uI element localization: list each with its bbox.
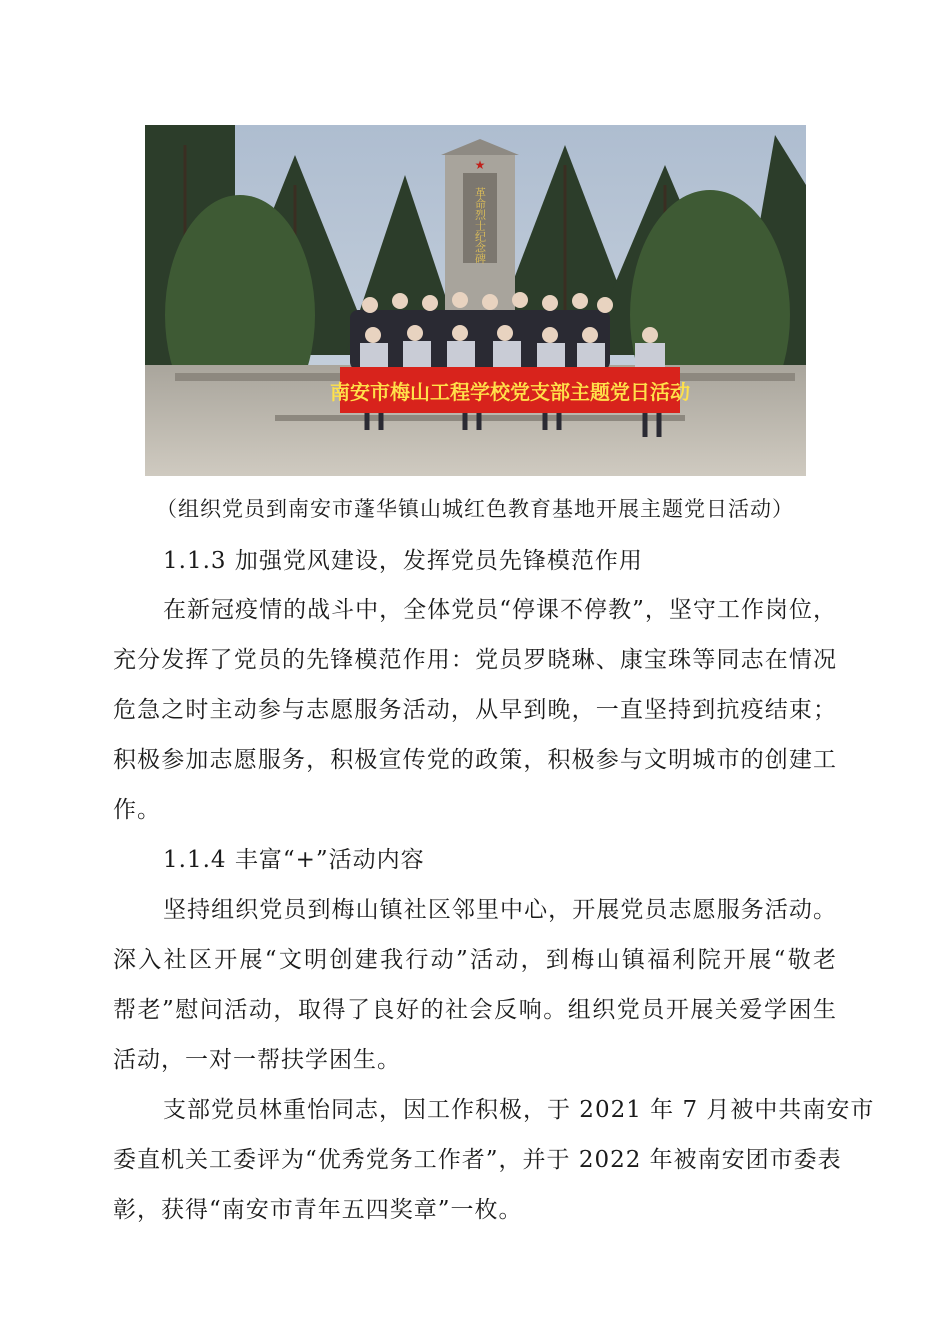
paragraph-line: 活动，一对一帮扶学困生。 [113, 1047, 401, 1073]
paragraph-line: 积极参加志愿服务，积极宣传党的政策，积极参与文明城市的创建工 [113, 747, 837, 773]
paragraph-line: 帮老”慰问活动，取得了良好的社会反响。组织党员开展关爱学困生 [113, 997, 837, 1023]
paragraph-line: 彰，获得“南安市青年五四奖章”一枚。 [113, 1197, 523, 1223]
paragraph-line: 深入社区开展“文明创建我行动”活动，到梅山镇福利院开展“敬老 [113, 947, 837, 973]
banner-text: 南安市梅山工程学校党支部主题党日活动 [330, 380, 690, 404]
section-heading-1-1-3: 1.1.3 加强党风建设，发挥党员先锋模范作用 [163, 548, 643, 574]
banner [330, 367, 690, 413]
paragraph-line: 委直机关工委评为“优秀党务工作者”，并于 2022 年被南安团市委表 [113, 1147, 842, 1173]
paragraph-line: 充分发挥了党员的先锋模范作用：党员罗晓琳、康宝珠等同志在情况 [113, 647, 837, 673]
paragraph-line: 在新冠疫情的战斗中，全体党员“停课不停教”，坚守工作岗位， [163, 597, 837, 623]
paragraph-line: 作。 [113, 797, 161, 823]
section-heading-1-1-4: 1.1.4 丰富“+”活动内容 [163, 847, 425, 873]
paragraph-line: 坚持组织党员到梅山镇社区邻里中心，开展党员志愿服务活动。 [163, 897, 837, 923]
monument-inscription: 革命烈士纪念碑 [473, 187, 487, 264]
svg-text:★: ★ [474, 158, 486, 172]
group-photo [145, 125, 806, 476]
paragraph-line: 支部党员林重怡同志，因工作积极，于 2021 年 7 月被中共南安市 [163, 1097, 875, 1123]
photo-caption: （组织党员到南安市蓬华镇山城红色教育基地开展主题党日活动） [156, 497, 794, 521]
paragraph-line: 危急之时主动参与志愿服务活动，从早到晚，一直坚持到抗疫结束； [113, 697, 837, 723]
